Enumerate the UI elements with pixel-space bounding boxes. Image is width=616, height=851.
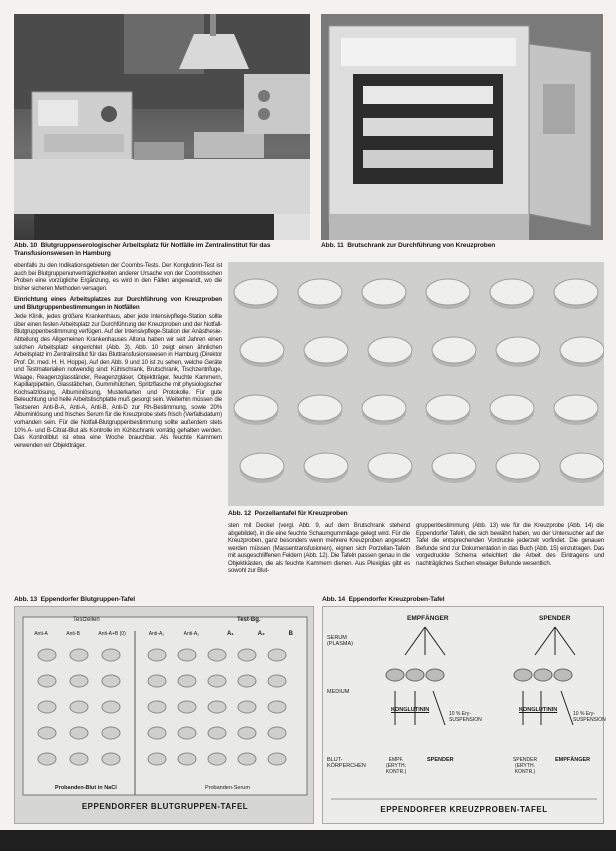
- bloodgroup-well: [268, 727, 286, 739]
- plate-well: [490, 279, 534, 305]
- plate-well: [362, 279, 406, 305]
- plate-well: [240, 453, 284, 479]
- caption-abb12: [228, 510, 528, 518]
- bloodgroup-well: [102, 675, 120, 687]
- bloodgroup-well: [102, 727, 120, 739]
- bloodgroup-well: [178, 753, 196, 765]
- plate-well: [368, 337, 412, 363]
- label-medium: MEDIUM: [327, 689, 350, 695]
- label-blutkoerperchen: BLUT-KÖRPERCHEN: [327, 757, 366, 769]
- bloodgroup-well: [268, 701, 286, 713]
- bloodgroup-well: [38, 727, 56, 739]
- header-anti-a2: Anti-A₂: [183, 631, 200, 637]
- bloodgroup-well: [178, 675, 196, 687]
- plate-well: [298, 395, 342, 421]
- plate-well: [234, 395, 278, 421]
- label-serum-plasma: SERUM (PLASMA): [327, 635, 353, 647]
- bloodgroup-well: [238, 701, 256, 713]
- bloodgroup-well: [38, 675, 56, 687]
- bloodgroup-well: [70, 675, 88, 687]
- bloodgroup-well: [70, 753, 88, 765]
- caption-abb13-text: Eppendorfer Blutgruppen-Tafel: [40, 596, 136, 603]
- bloodgroup-well: [38, 753, 56, 765]
- bloodgroup-well: [208, 649, 226, 661]
- label-spender-short: SPENDER: [427, 757, 454, 763]
- left-column-headers: [25, 631, 135, 637]
- bloodgroup-well: [208, 701, 226, 713]
- bloodgroup-well: [208, 753, 226, 765]
- header-a1: A₁: [226, 631, 234, 637]
- label-konglutinin-left: KONGLUTININ: [391, 707, 430, 713]
- bloodgroup-well: [148, 753, 166, 765]
- caption-abb12-text: Porzellantafel für Kreuzproben: [254, 510, 348, 517]
- bloodgroup-well: [102, 701, 120, 713]
- label-probanden-blut: Probanden-Blut in NaCl: [55, 785, 117, 791]
- header-anti-a1: Anti-A₁: [148, 631, 165, 637]
- caption-abb14-text: Eppendorfer Kreuzproben-Tafel: [348, 596, 445, 603]
- footer-kreuzproben-tafel: EPPENDORFER KREUZPROBEN-TAFEL: [380, 805, 548, 814]
- bloodgroup-well: [268, 753, 286, 765]
- bloodgroup-well: [178, 649, 196, 661]
- bloodgroup-well: [268, 649, 286, 661]
- caption-abb13-number: Abb. 13: [14, 596, 38, 603]
- crossmatch-well: [514, 669, 532, 681]
- plate-well: [426, 279, 470, 305]
- photo-abb11-incubator: [321, 14, 603, 240]
- page-footer-bar: [0, 830, 616, 851]
- label-suspension-left: 10 % Ery-SUSPENSION: [449, 711, 482, 723]
- plate-well: [554, 395, 598, 421]
- caption-abb13: [14, 596, 314, 604]
- bloodgroup-well: [148, 675, 166, 687]
- bloodgroup-well: [38, 701, 56, 713]
- caption-abb12-number: Abb. 12: [228, 510, 252, 517]
- label-test-bg: Test-Bg.: [237, 617, 261, 623]
- caption-abb14-number: Abb. 14: [322, 596, 346, 603]
- crossmatch-well: [554, 669, 572, 681]
- figure-abb14-crossmatch-plate: [322, 606, 604, 824]
- header-anti-ab: Anti-A+B (0): [98, 631, 126, 637]
- bloodgroup-well: [268, 675, 286, 687]
- label-empfaenger-top: EMPFÄNGER: [407, 615, 449, 622]
- crossmatch-well: [426, 669, 444, 681]
- header-anti-a: Anti-A: [34, 631, 48, 637]
- caption-abb10-number: Abb. 10: [14, 242, 38, 249]
- figure-abb13-bloodgroup-plate: [14, 606, 314, 824]
- plate-well: [234, 279, 278, 305]
- bloodgroup-well: [148, 701, 166, 713]
- right-column-headers: [215, 631, 305, 637]
- crossmatch-well: [406, 669, 424, 681]
- footer-blutgruppen-tafel: EPPENDORFER BLUTGRUPPEN-TAFEL: [81, 802, 249, 811]
- caption-abb10: [14, 242, 314, 258]
- header-a2: A₂: [257, 631, 265, 637]
- plate-well: [304, 337, 348, 363]
- bloodgroup-well: [238, 753, 256, 765]
- plate-well: [298, 279, 342, 305]
- bloodgroup-well: [178, 727, 196, 739]
- caption-abb11-text: Brutschrank zur Durchführung von Kreuzproben: [347, 242, 496, 249]
- plate-well: [432, 453, 476, 479]
- bloodgroup-well: [70, 649, 88, 661]
- label-probanden-serum: Probanden-Serum: [205, 785, 250, 791]
- paragraph-plates: sten mit Deckel (vergl. Abb. 9, auf dem Brutschrank stehend abgebildet), in die eine feuchte Schaumgummilage gelegt wird. Für die Kreuzproben, ganz besonders wenn mehrere Kreuzproben angesetzt werden müssen (Massentransfusionen), eignen sich Porzellan-Tafeln mit ausgeschliffenen Feldern (Abb. 12). Die Tafeln passen genau in die Objektkästen, die als feuchte Kammern dienen. Aus Plexiglas gibt es sowohl zur Blut-: [228, 522, 410, 575]
- paragraph-workplace: Jede Klinik, jedes größere Krankenhaus, aber jede Intensivpflege-Station sollte über einen festen Arbeitsplatz zur Durchführung der Kreuzproben und der Notfall-Blutgruppenbestimmung verfügen. Auf der Intensivpflege-Station der Anästhesie-Abteilung des Allgemeinen Krankenhauses Altona haben wir seit Jahren einen solchen Arbeitsplatz eingerichtet (Abb. 3). Abb. 10 zeigt einen ähnlichen Arbeitsplatz im Zentralinstitut für das Bluttransfusionswesen in Hamburg (Direktor Prof. Dr. med. H. H. Hoppe). Auf den Abb. 9 und 10 ist zu sehen, welche Geräte und Testmaterialien notwendig sind: Kühlschrank, Brutschrank, Tischzentrifuge, Waage, Reagenzglasständer, Reagenzgläser, Objektträger, feuchte Kammern, Kapillarpipetten, Glasstäbchen, Gummihütchen, Spritzflasche mit physiologischer Kochsalzlösung, Albuminlösung, Musterkarten und Protokolle. Für gute Beleuchtung und helle Arbeitstischplatte muß gesorgt sein. Weiterhin müssen die Testseren Anti-B-A, Anti-A, Anti-B, Anti-D zur Rh-Bestimmung, sowie 20% Albuminlösung und frisches Serum für die Kreuzprobe stets frisch (Verfallsdatum) vorhanden sein. Für die Notfall-Blutgruppenbestimmung sollte außerdem stets 10% A- und B-Citrat-Blut als Kontrolle im Kühlschrank vorrätig gehalten werden. Das Kontrollblut ist etwa eine Woche brauchbar. Als feuchte Kammern verwenden wir Objektträger.: [14, 313, 222, 449]
- plate-well: [368, 453, 412, 479]
- paragraph-intro: ebenfalls zu den Indikationsgebieten der Coombs-Tests. Der Konglutinin-Test ist auch bei Blutgruppenunverträglichkeiten anderer Ursache von der Coombsschen Proben eine vorzügliche Ergänzung, es wird in den Fällen angewandt, wo die bisher sicheren Methoden versagen.: [14, 262, 222, 292]
- plate-well: [560, 337, 604, 363]
- label-empfaenger-bottom: EMPFÄNGER: [555, 757, 591, 763]
- label-konglutinin-right: KONGLUTININ: [519, 707, 558, 713]
- bloodgroup-well: [208, 675, 226, 687]
- bloodgroup-well: [238, 649, 256, 661]
- label-testzellen: Testzellen: [73, 617, 100, 623]
- plate-well: [496, 453, 540, 479]
- header-anti-b: Anti-B: [66, 631, 80, 637]
- plate-well: [362, 395, 406, 421]
- bloodgroup-well: [102, 753, 120, 765]
- plate-well: [496, 337, 540, 363]
- bloodgroup-well: [102, 649, 120, 661]
- bloodgroup-well: [178, 701, 196, 713]
- caption-abb10-text: Blutgruppenserologischer Arbeitsplatz für Notfälle im Zentralinstitut für das Transfusionswesen in Hamburg: [14, 242, 271, 257]
- label-suspension-right: 10 % Ery-SUSPENSION: [573, 711, 606, 723]
- paragraph-documentation: gruppenbestimmung (Abb. 13) wie für die Kreuzprobe (Abb. 14) die Eppendorfer Tafeln, die sich bewährt haben, wo der Untersucher auf der Tafel die entsprechenden Vordrucke jederzeit vorfindet. Die genauen Befunde sind zur Dokumentation in das Buch (Abb. 15) einzutragen. Das vorgedruckte Schema erleichtert die Arbeit des Eintragens und nachträgliches Suchen etwaiger Befunde wesentlich.: [416, 522, 604, 567]
- photo-abb12-porcelain-plate: [228, 262, 604, 506]
- middle-column-headers: [139, 631, 209, 637]
- plate-well: [554, 279, 598, 305]
- bloodgroup-well: [70, 727, 88, 739]
- label-empf-ery-control: EMPF. (ERYTH. KONTR.): [385, 757, 407, 775]
- caption-abb11-number: Abb. 11: [321, 242, 344, 249]
- text-column-left: [14, 262, 222, 594]
- plate-well: [560, 453, 604, 479]
- header-b: B: [288, 631, 294, 637]
- crossmatch-well: [386, 669, 404, 681]
- bloodgroup-well: [238, 727, 256, 739]
- label-spender-ery-control: SPENDER (ERYTH. KONTR.): [512, 757, 538, 775]
- plate-well: [426, 395, 470, 421]
- plate-well: [490, 395, 534, 421]
- photo-abb10-workplace: [14, 14, 310, 240]
- bloodgroup-well: [208, 727, 226, 739]
- text-column-right: [416, 522, 604, 594]
- plate-well: [240, 337, 284, 363]
- section-heading: Einrichtung eines Arbeitsplatzes zur Durchführung von Kreuzproben und Blutgruppenbestimmungen in Notfällen: [14, 296, 222, 311]
- label-spender-top: SPENDER: [539, 615, 571, 622]
- bloodgroup-well: [238, 675, 256, 687]
- plate-well: [432, 337, 476, 363]
- caption-abb11: [321, 242, 603, 250]
- crossmatch-well: [534, 669, 552, 681]
- bloodgroup-well: [70, 701, 88, 713]
- bloodgroup-well: [38, 649, 56, 661]
- text-column-middle: [228, 522, 410, 594]
- caption-abb14: [322, 596, 604, 604]
- bloodgroup-well: [148, 649, 166, 661]
- bloodgroup-well: [148, 727, 166, 739]
- plate-well: [304, 453, 348, 479]
